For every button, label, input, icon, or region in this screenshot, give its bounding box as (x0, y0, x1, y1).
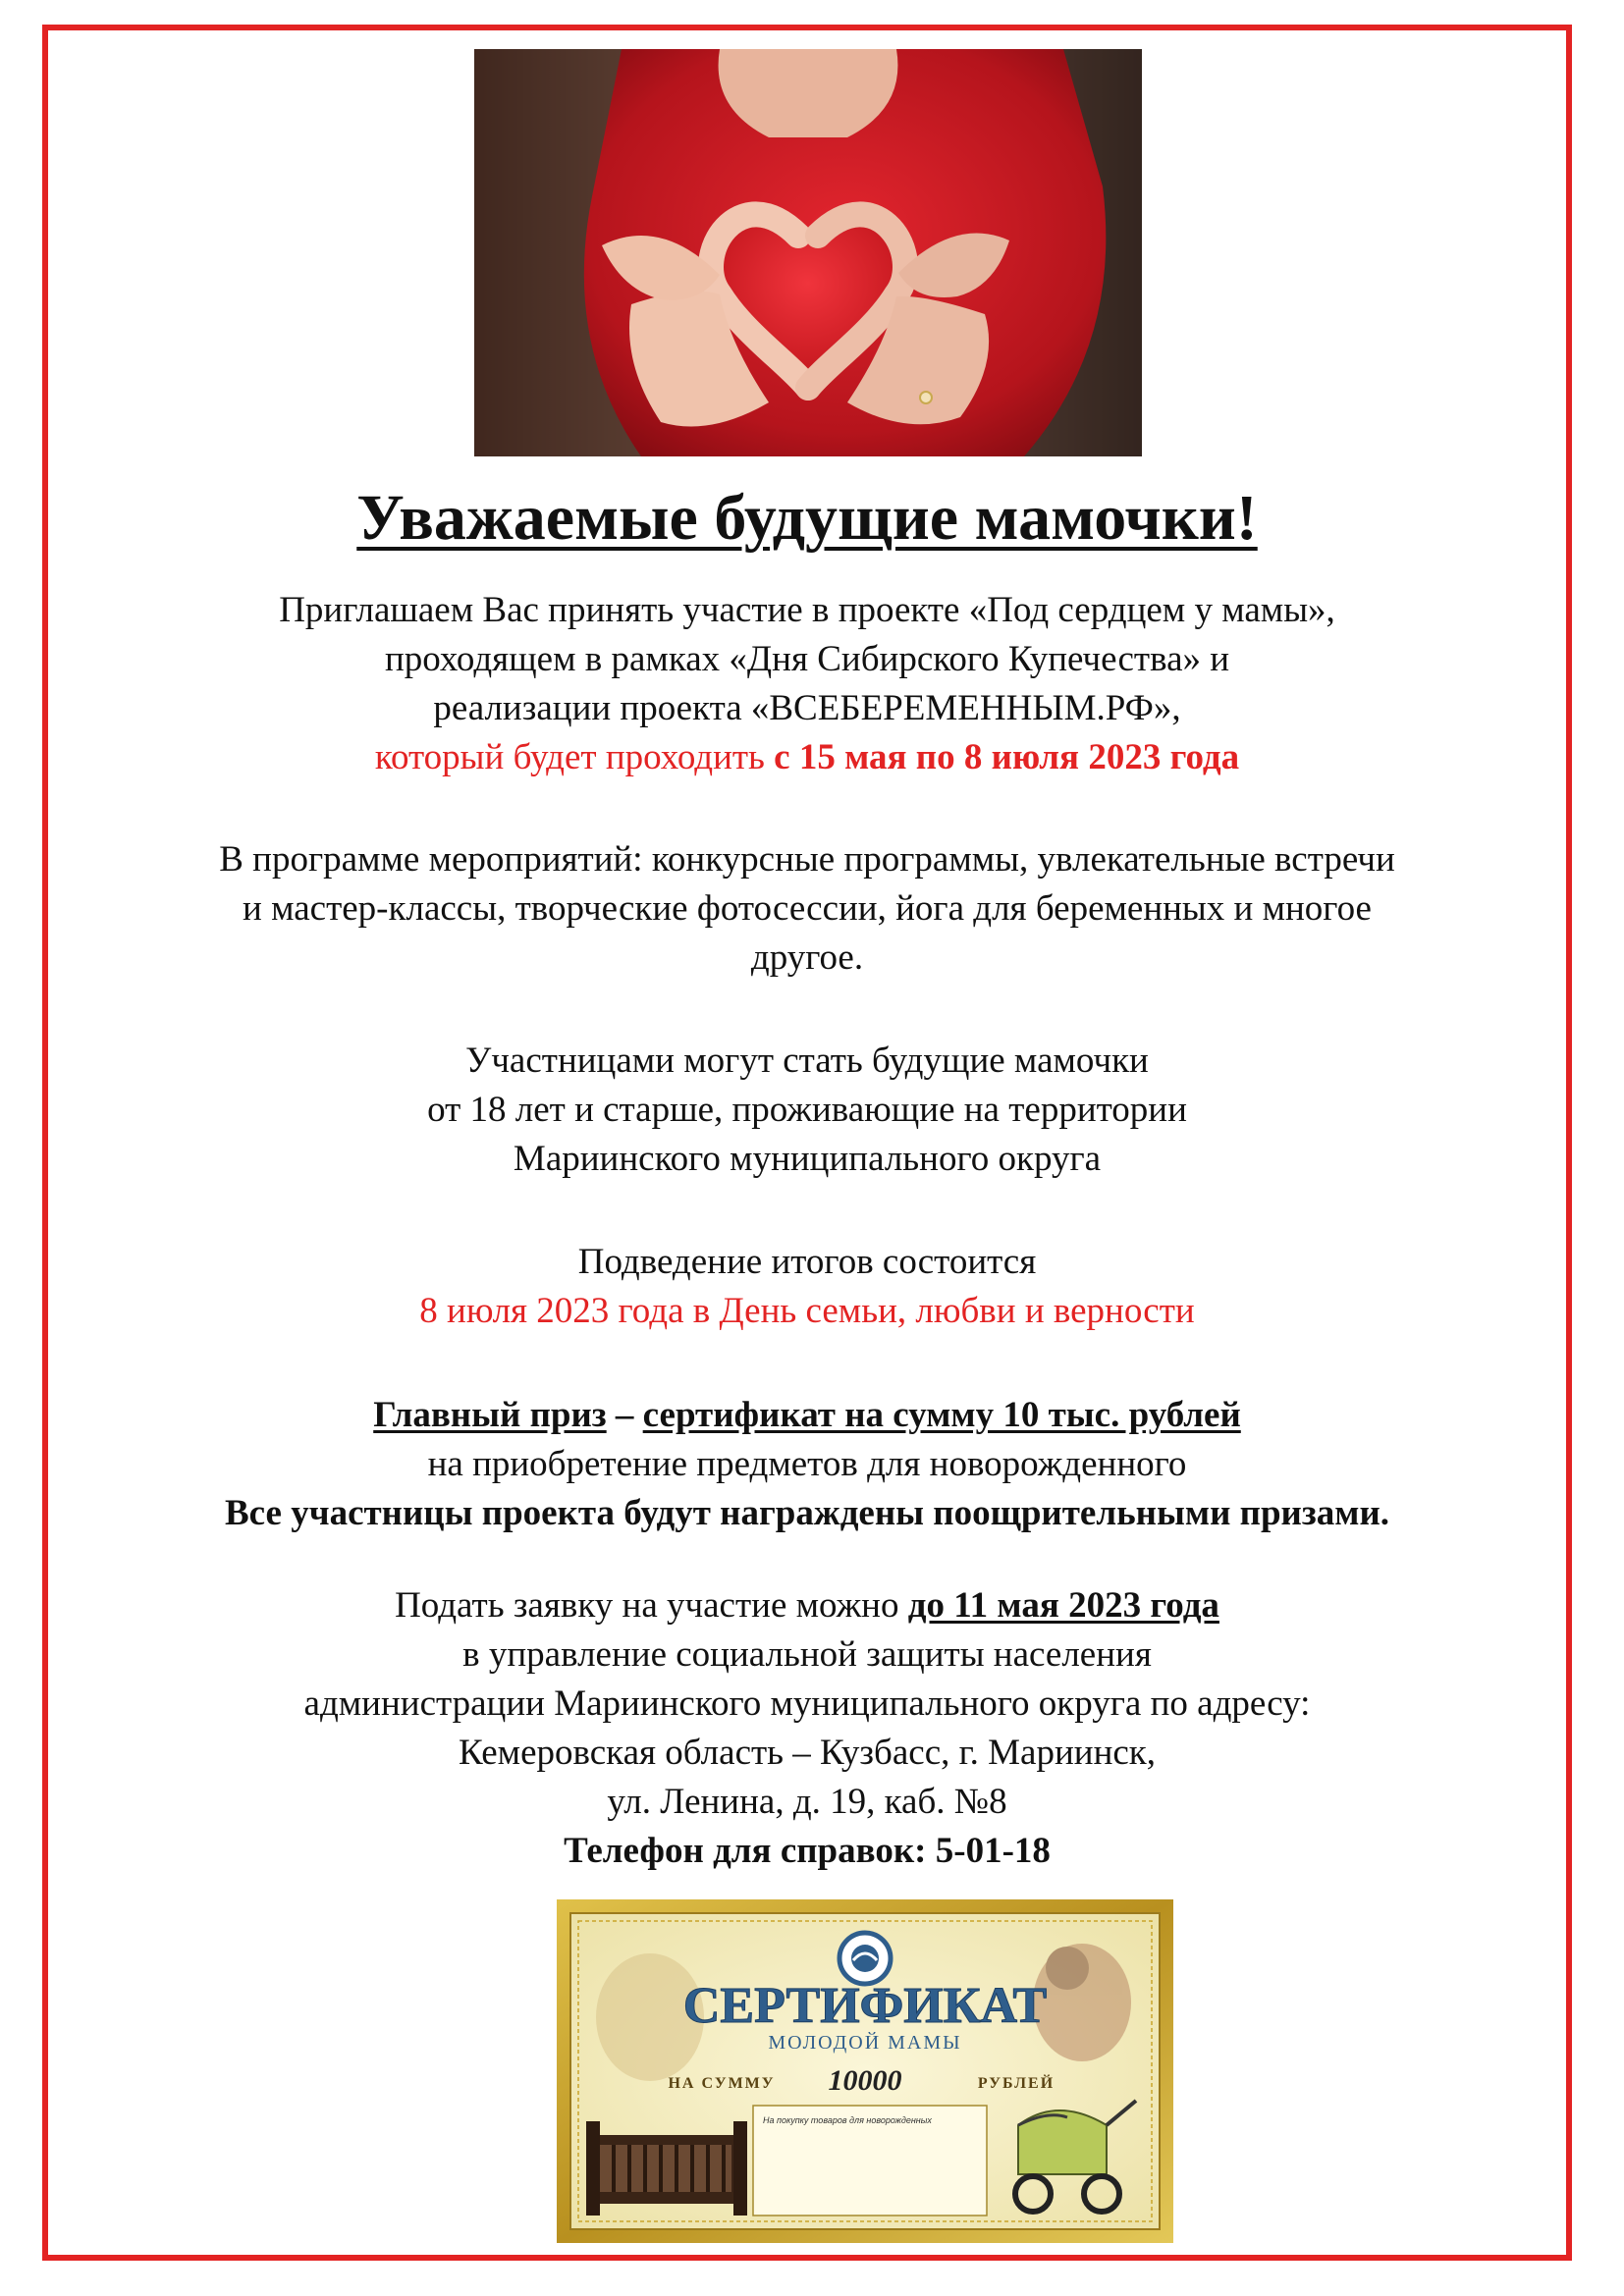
application-line-3: администрации Мариинского муниципального округа по адресу: (303, 1683, 1311, 1724)
intro-line-4 (42, 734, 1572, 781)
certificate-amount: 10000 (828, 2064, 902, 2097)
phone-line: Телефон для справок: 5-01-18 (564, 1831, 1051, 1871)
crib-icon (586, 2121, 747, 2216)
certificate-subheading: МОЛОДОЙ МАМЫ (768, 2032, 962, 2054)
prize-dash: – (606, 1395, 643, 1435)
program-line-1: В программе мероприятий: конкурсные программы, увлекательные встречи (219, 839, 1395, 880)
certificate-note: На покупку товаров для новорожденных (763, 2115, 932, 2125)
certificate-heading: СЕРТИФИКАТ (682, 1978, 1048, 2034)
pregnant-heart-hands-photo (474, 49, 1142, 456)
program-line-2: и мастер-классы, творческие фотосессии, йога для беременных и многое (243, 888, 1372, 929)
intro-dates: с 15 мая по 8 июля 2023 года (774, 737, 1240, 777)
intro-line-3: реализации проекта «ВСЕБЕРЕМЕННЫМ.РФ», (433, 688, 1181, 728)
application-deadline: до 11 мая 2023 года (907, 1585, 1219, 1626)
results-line-1: Подведение итогов состоится (577, 1242, 1037, 1282)
application-line-1 (42, 1582, 1572, 1629)
certificate-amount-suffix: РУБЛЕЙ (977, 2075, 1056, 2092)
application-prefix: Подать заявку на участие можно (395, 1585, 908, 1626)
prize-line-3: Все участницы проекта будут награждены поощрительными призами. (224, 1493, 1390, 1533)
prize-label: Главный приз (373, 1395, 607, 1435)
intro-dates-prefix: который будет проходить (374, 737, 775, 777)
participants-line-1: Участницами могут стать будущие мамочки (465, 1041, 1149, 1081)
application-line-5: ул. Ленина, д. 19, каб. №8 (607, 1782, 1007, 1822)
certificate-image (557, 1899, 1173, 2243)
certificate-amount-prefix: НА СУММУ (668, 2075, 776, 2092)
participants-line-2: от 18 лет и старше, проживающие на территории (427, 1090, 1187, 1130)
participants-line-3: Мариинского муниципального округа (513, 1139, 1102, 1179)
prize-value: сертификат на сумму 10 тыс. рублей (642, 1395, 1241, 1435)
application-line-2: в управление социальной защиты населения (462, 1634, 1152, 1675)
intro-line-1: Приглашаем Вас принять участие в проекте «Под сердцем у мамы», (279, 590, 1335, 630)
application-line-4: Кемеровская область – Кузбасс, г. Мариинск, (458, 1733, 1157, 1773)
prize-line-1 (42, 1392, 1572, 1439)
page-title: Уважаемые будущие мамочки! (356, 482, 1258, 554)
results-line-2: 8 июля 2023 года в День семьи, любви и верности (419, 1291, 1195, 1331)
emblem-icon (839, 1933, 891, 1984)
prize-line-2: на приобретение предметов для новорожденного (427, 1444, 1187, 1484)
program-line-3: другое. (750, 937, 864, 978)
intro-line-2: проходящем в рамках «Дня Сибирского Купечества» и (384, 639, 1230, 679)
